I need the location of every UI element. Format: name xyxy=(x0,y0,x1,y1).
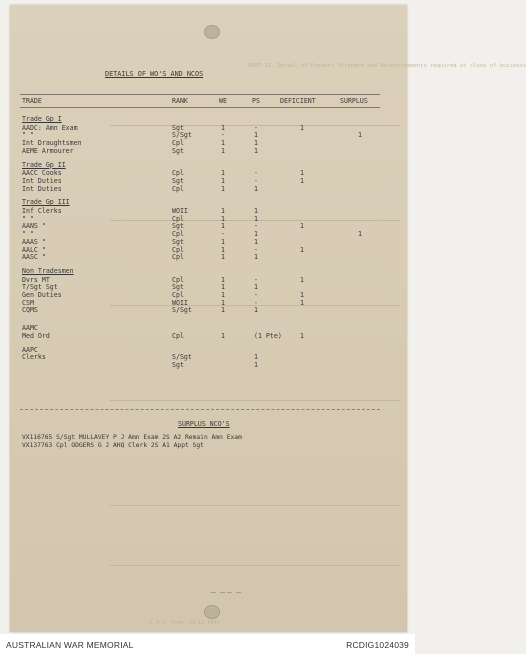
cell-rank: Sgt xyxy=(172,360,184,369)
show-through-line xyxy=(110,565,400,566)
header-rule-bottom xyxy=(20,107,380,108)
cell-surplus: 1 xyxy=(358,230,362,239)
cell-trade: " " xyxy=(22,214,34,223)
cell-ps: 1 xyxy=(254,131,258,140)
cell-trade: Int Duties xyxy=(22,176,62,185)
archive-footer xyxy=(0,634,415,654)
cell-ps: - xyxy=(254,291,258,299)
cell-trade: Clerks xyxy=(22,353,46,362)
cell-deficient: 1 xyxy=(300,245,304,254)
cell-we: 1 xyxy=(221,331,225,340)
cell-rank: Cpl xyxy=(172,139,184,148)
cell-trade: Dvrs MT xyxy=(22,275,50,284)
cell-rank: Cpl xyxy=(172,291,184,299)
cell-trade: AADC: Amn Exam xyxy=(22,123,78,132)
col-header-surplus: SURPLUS xyxy=(340,97,368,105)
surplus-line: VX137763 Cpl ODGERS G J AHQ Clerk 2S A1 Appt Sgt xyxy=(22,442,204,449)
cell-we: 1 xyxy=(221,139,225,148)
group-heading: Non Tradesmen xyxy=(22,266,74,275)
show-through-line xyxy=(110,505,400,506)
signature-mark: ~ ~~ ~ xyxy=(210,588,242,597)
cell-we: 1 xyxy=(221,214,225,223)
cell-ps: 1 xyxy=(254,214,258,223)
archive-reference: RCDIG1024039 xyxy=(346,640,409,650)
cell-ps: - xyxy=(254,169,258,178)
cell-rank: Sgt xyxy=(172,222,184,231)
cell-ps: - xyxy=(254,123,258,132)
cell-we: 1 xyxy=(221,207,225,215)
cell-we: 1 xyxy=(221,275,225,284)
document-title: DETAILS OF WO'S AND NCOS xyxy=(105,70,204,78)
cell-rank: Sgt xyxy=(172,237,184,246)
cell-rank: WOII xyxy=(172,207,188,215)
cell-deficient: 1 xyxy=(300,275,304,284)
cell-rank: Cpl xyxy=(172,275,184,284)
cell-ps: 1 xyxy=(254,139,258,148)
cell-rank: Cpl xyxy=(172,253,184,262)
cell-trade: Med Ord xyxy=(22,331,50,340)
cell-we: - xyxy=(221,131,225,140)
cell-ps: - xyxy=(254,275,258,284)
cell-rank: S/Sgt xyxy=(172,306,192,315)
cell-trade: AAAS " xyxy=(22,237,46,246)
cell-deficient: 1 xyxy=(300,176,304,185)
col-header-we: WE xyxy=(219,97,227,105)
cell-ps: 1 xyxy=(254,237,258,246)
cell-trade: AEME Armourer xyxy=(22,146,74,155)
cell-rank: Sgt xyxy=(172,146,184,155)
cell-rank: Cpl xyxy=(172,230,184,239)
cell-rank: Cpl xyxy=(172,214,184,223)
cell-trade: AANS " xyxy=(22,222,46,231)
cell-trade: Int Draughtsmen xyxy=(22,139,82,148)
cell-we: 1 xyxy=(221,169,225,178)
cell-we: 1 xyxy=(221,184,225,193)
cell-we: 1 xyxy=(221,222,225,231)
cell-ps: 1 xyxy=(254,306,258,315)
cell-trade: " " xyxy=(22,131,34,140)
cell-surplus: 1 xyxy=(358,131,362,140)
cell-deficient: 1 xyxy=(300,291,304,299)
header-rule-top xyxy=(20,94,380,95)
cell-ps: 1 xyxy=(254,230,258,239)
show-through-footer: L.H.Q. Form--25-12-1943 xyxy=(150,620,220,626)
section-divider xyxy=(20,409,380,410)
show-through-line xyxy=(110,400,400,401)
cell-deficient: 1 xyxy=(300,169,304,178)
cell-we: 1 xyxy=(221,306,225,315)
cell-deficient: 1 xyxy=(300,222,304,231)
cell-deficient: 1 xyxy=(300,331,304,340)
cell-ps: - xyxy=(254,176,258,185)
cell-we: - xyxy=(221,230,225,239)
surplus-line: VX116765 S/Sgt MULLAVEY P J Amn Exam 2S A2 Remain Amn Exam xyxy=(22,434,242,441)
group-heading: Trade Gp II xyxy=(22,160,66,169)
cell-ps: - xyxy=(254,222,258,231)
cell-ps: 1 xyxy=(254,146,258,155)
cell-rank: S/Sgt xyxy=(172,131,192,140)
cell-ps: 1 xyxy=(254,207,258,215)
cell-we: 1 xyxy=(221,176,225,185)
cell-ps: 1 xyxy=(254,253,258,262)
cell-ps: - xyxy=(254,245,258,254)
cell-trade: Inf Clerks xyxy=(22,207,62,215)
col-header-trade: TRADE xyxy=(22,97,42,105)
cell-trade: AALC " xyxy=(22,245,46,254)
cell-rank: S/Sgt xyxy=(172,353,192,362)
cell-rank: Sgt xyxy=(172,123,184,132)
archive-name: AUSTRALIAN WAR MEMORIAL xyxy=(6,640,134,650)
surplus-heading: SURPLUS NCO'S xyxy=(178,420,230,428)
cell-rank: WOII xyxy=(172,298,188,307)
cell-deficient: 1 xyxy=(300,123,304,132)
cell-ps: 1 xyxy=(254,353,258,362)
cell-rank: Cpl xyxy=(172,169,184,178)
cell-rank: Sgt xyxy=(172,283,184,292)
cell-trade: Int Duties xyxy=(22,184,62,193)
group-heading: Trade Gp III xyxy=(22,198,70,207)
show-through-text: PART II. Detail of Present Strength and Reinforcements required at close of business xyxy=(248,63,526,69)
cell-trade: AAMC xyxy=(22,324,38,333)
col-header-ps: PS xyxy=(252,97,260,105)
cell-ps: (1 Pte) xyxy=(254,331,282,340)
punch-hole xyxy=(204,25,220,39)
cell-trade: AAPC xyxy=(22,345,38,354)
cell-ps: 1 xyxy=(254,184,258,193)
cell-we: 1 xyxy=(221,123,225,132)
cell-trade: AACC Cooks xyxy=(22,169,62,178)
cell-rank: Sgt xyxy=(172,176,184,185)
cell-trade: AASC " xyxy=(22,253,46,262)
cell-we: 1 xyxy=(221,253,225,262)
cell-rank: Cpl xyxy=(172,184,184,193)
cell-ps: - xyxy=(254,298,258,307)
cell-trade: Gen Duties xyxy=(22,291,62,299)
cell-ps: 1 xyxy=(254,283,258,292)
cell-ps: 1 xyxy=(254,360,258,369)
punch-hole xyxy=(204,605,220,619)
cell-trade: T/Sgt Sgt xyxy=(22,283,58,292)
cell-trade: CSM xyxy=(22,298,34,307)
cell-trade: " " xyxy=(22,230,34,239)
col-header-rank: RANK xyxy=(172,97,188,105)
cell-rank: Cpl xyxy=(172,331,184,340)
cell-we: 1 xyxy=(221,237,225,246)
group-heading: Trade Gp I xyxy=(22,115,62,123)
cell-we: 1 xyxy=(221,245,225,254)
cell-trade: CQMS xyxy=(22,306,38,315)
cell-we: 1 xyxy=(221,298,225,307)
cell-deficient: 1 xyxy=(300,298,304,307)
cell-rank: Cpl xyxy=(172,245,184,254)
cell-we: 1 xyxy=(221,291,225,299)
cell-we: 1 xyxy=(221,146,225,155)
col-header-deficient: DEFICIENT xyxy=(280,97,316,105)
cell-we: 1 xyxy=(221,283,225,292)
